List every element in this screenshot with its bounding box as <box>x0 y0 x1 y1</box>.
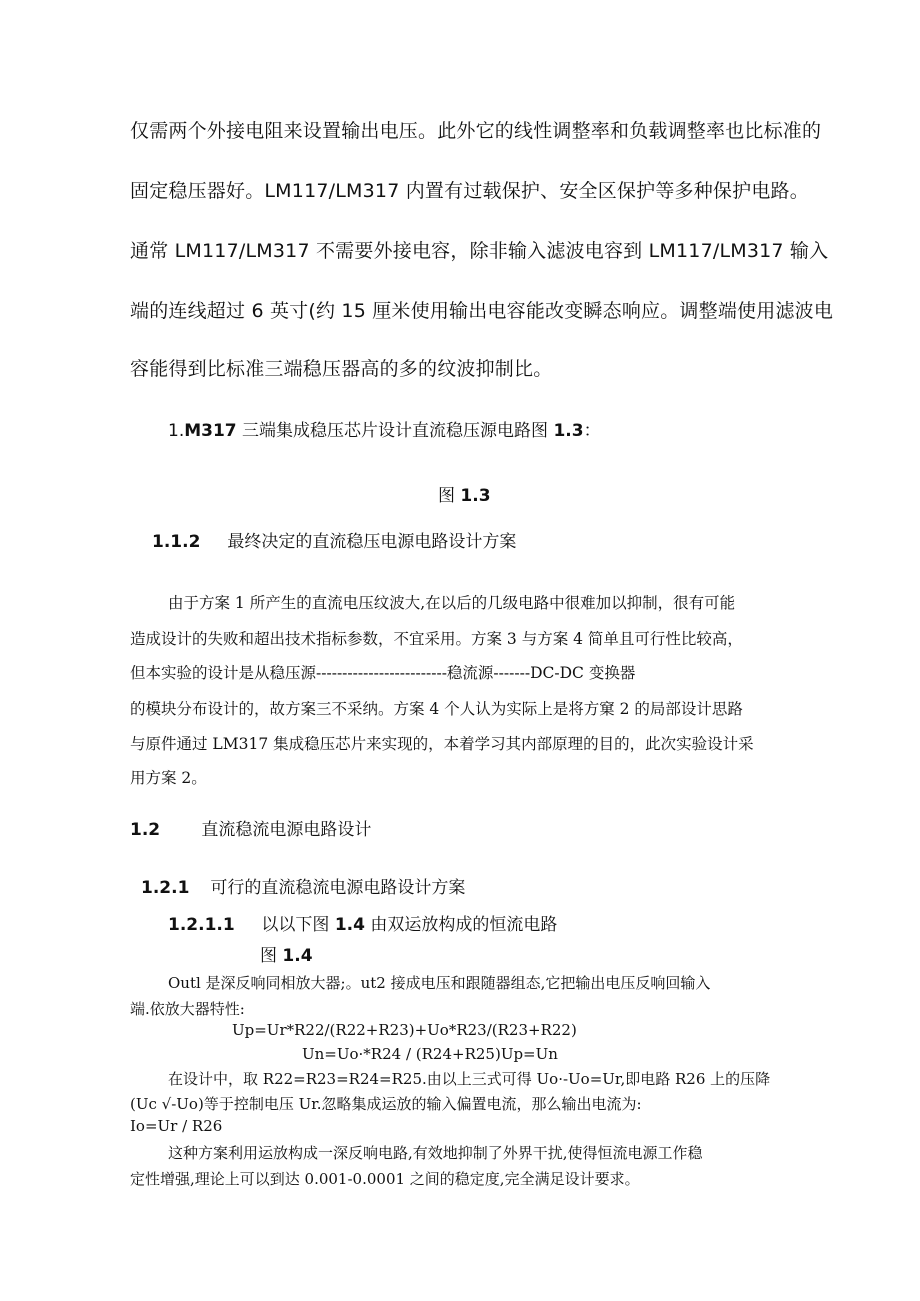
figure-label-text: 图 <box>260 946 277 966</box>
para-112-line-5: 与原件通过 LM317 集成稳压芯片来实现的，本着学习其内部原理的目的，此次实验设计采 <box>130 735 754 753</box>
para-design-line-2: (Uc √-Uo)等于控制电压 Ur.忽略集成运放的输入偏置电流，那么输出电流为: <box>130 1095 642 1113</box>
section-heading-1-1-2 <box>152 527 516 552</box>
para-final-line-1: 这种方案利用运放构成一深反响电路,有效地抑制了外界干扰,使得恒流电源工作稳 <box>168 1144 703 1162</box>
section-title-part-b: 由双运放构成的恒流电路 <box>370 915 558 935</box>
section-heading-1-2 <box>130 815 371 840</box>
formula-un: Un=Uo·*R24 / (R24+R25)Up=Un <box>302 1045 558 1063</box>
lm317-caption-prefix: 1. <box>168 421 185 441</box>
figure-label-number: 1.3 <box>460 486 491 506</box>
para-out-line-2: 端.依放大器特性: <box>130 1000 245 1018</box>
section-number: 1.1.2 <box>152 532 201 552</box>
para-112-line-2: 造成设计的失败和超出技术指标参数，不宜采用。方案 3 与方案 4 简单且可行性比较高， <box>130 630 743 648</box>
para-final-line-2: 定性增强,理论上可以到达 0.001-0.0001 之间的稳定度,完全满足设计要求。 <box>130 1170 640 1188</box>
intro-line-4: 端的连线超过 6 英寸(约 15 厘米使用输出电容能改变瞬态响应。调整端使用滤波电 <box>130 300 834 322</box>
section-title: 可行的直流稳流电源电路设计方案 <box>210 878 466 898</box>
figure-label-number: 1.4 <box>282 946 313 966</box>
lm317-caption-text: 三端集成稳压芯片设计直流稳压源电路图 <box>242 421 549 441</box>
intro-line-2: 固定稳压器好。LM117/LM317 内置有过载保护、安全区保护等多种保护电路。 <box>130 180 809 202</box>
figure-1-4-label <box>260 941 313 966</box>
section-title-part-a: 以以下图 <box>261 915 330 935</box>
para-out-line-1: Outl 是深反响同相放大器;。ut2 接成电压和跟随器组态,它把输出电压反响回输入 <box>168 974 711 992</box>
intro-line-5: 容能得到比标准三端稳压器高的多的纹波抑制比。 <box>130 358 553 380</box>
section-heading-1-2-1 <box>141 873 465 898</box>
para-112-line-4: 的模块分布设计的，故方案三不采纳。方案 4 个人认为实际上是将方窠 2 的局部设计思路 <box>130 700 743 718</box>
formula-up: Up=Ur*R22/(R22+R23)+Uo*R23/(R23+R22) <box>232 1021 577 1039</box>
lm317-caption-suffix: ： <box>583 421 601 441</box>
intro-line-1: 仅需两个外接电阻来设置输出电压。此外它的线性调整率和负载调整率也比标准的 <box>130 120 822 142</box>
lm317-caption-figure-number: 1.3 <box>553 421 584 441</box>
section-number: 1.2.1 <box>141 878 190 898</box>
para-design-line-1: 在设计中，取 R22=R23=R24=R25.由以上三式可得 Uo·-Uo=Ur,即电路 R26 上的压降 <box>168 1070 771 1088</box>
section-title: 最终决定的直流稳压电源电路设计方案 <box>227 532 517 552</box>
lm317-caption-bold: M317 <box>184 421 237 441</box>
section-heading-1-2-1-1 <box>168 910 557 935</box>
intro-line-3: 通常 LM117/LM317 不需要外接电容，除非输入滤波电容到 LM117/LM317 输入 <box>130 240 829 262</box>
para-112-line-3: 但本实验的设计是从稳压源-------------------------稳流源-------DC-DC 变换器 <box>130 664 636 682</box>
section-title-figure-number: 1.4 <box>334 915 365 935</box>
figure-label-text: 图 <box>438 486 455 506</box>
section-number: 1.2 <box>130 820 161 840</box>
section-title: 直流稳流电源电路设计 <box>201 820 372 840</box>
section-number: 1.2.1.1 <box>168 915 235 935</box>
lm317-caption <box>168 416 601 441</box>
para-112-line-6: 用方案 2。 <box>130 769 207 787</box>
figure-1-3-label <box>438 481 491 506</box>
para-design-line-3: Io=Ur / R26 <box>130 1117 223 1135</box>
para-112-line-1: 由于方案 1 所产生的直流电压纹波大,在以后的几级电路中很难加以抑制，很有可能 <box>168 594 736 612</box>
